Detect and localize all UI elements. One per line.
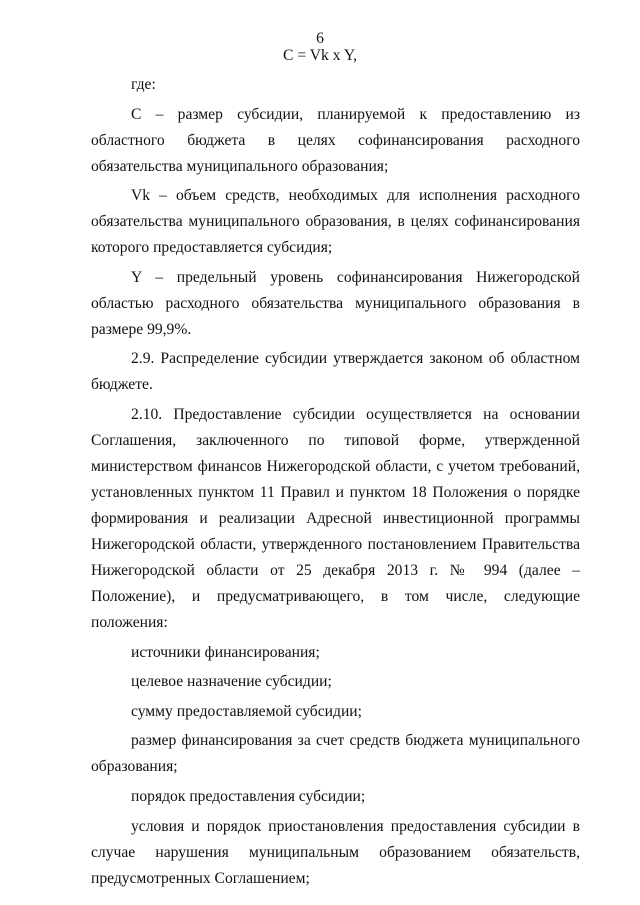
page-number: 6: [316, 30, 324, 47]
list-item-procedure: порядок предоставления субсидии;: [131, 787, 366, 805]
list-item-funding-sources: источники финансирования;: [131, 643, 320, 661]
paragraph-2-10: 2.10. Предоставление субсидии осуществляется на основании Соглашения, заключенного по типовой форме, утвержденной министерством финансов Нижегородской области, с учетом требований, установленных пунктом 11 Правил и пунктом 18 Положения о порядке формирования и реализации Адресной инвестиционной программы Нижегородской области, утвержденного постановлением Правительства Нижегородской области от 25 декабря 2013 г. № 994 (далее – Положение), и предусматривающего, в том числе, следующие положения:: [91, 405, 580, 631]
paragraph-where: где:: [131, 76, 156, 93]
list-item-purpose: целевое назначение субсидии;: [131, 673, 332, 691]
paragraph-y-definition: Y – предельный уровень софинансирования Нижегородской областью расходного обязательства муниципального образования в размере 99,9%.: [91, 268, 580, 338]
paragraph-c-definition: C – размер субсидии, планируемой к предоставлению из областного бюджета в целях софинансирования расходного обязательства муниципального образования;: [91, 105, 580, 175]
list-item-amount: сумму предоставляемой субсидии;: [131, 702, 362, 720]
list-item-suspension: условия и порядок приостановления предоставления субсидии в случае нарушения муниципальным образованием обязательств, предусмотренных Соглашением;: [91, 817, 580, 887]
subsidy-formula: C = Vk x Y,: [283, 47, 357, 64]
paragraph-2-9: 2.9. Распределение субсидии утверждается законом об областном бюджете.: [91, 350, 580, 394]
document-body: [91, 72, 580, 895]
paragraph-vk-definition: Vk – объем средств, необходимых для исполнения расходного обязательства муниципального образования, в целях софинансирования которого предоставляется субсидия;: [91, 187, 580, 257]
list-item-municipal-share: размер финансирования за счет средств бюджета муниципального образования;: [91, 732, 580, 776]
